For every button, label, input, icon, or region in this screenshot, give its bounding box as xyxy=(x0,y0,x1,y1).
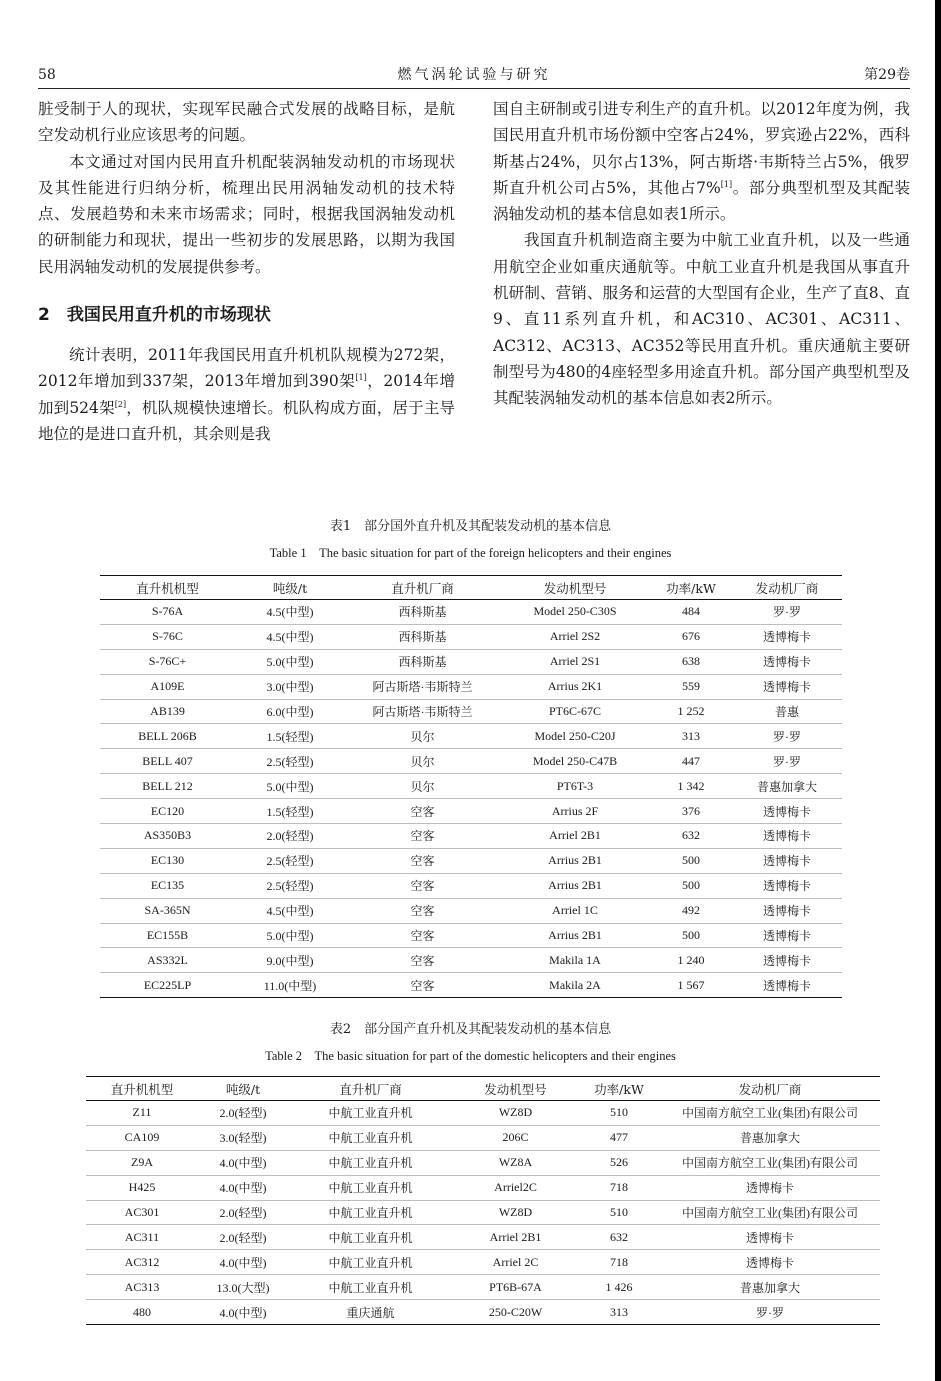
table-cell: 中国南方航空工业(集团)有限公司 xyxy=(660,1150,880,1175)
table-cell: 中航工业直升机 xyxy=(288,1275,453,1300)
table1-body xyxy=(100,600,842,998)
column-header: 直升机厂商 xyxy=(345,576,500,600)
table-cell: Arrius 2K1 xyxy=(500,674,650,699)
table-cell: Arriel2C xyxy=(453,1175,578,1200)
table-cell: 西科斯基 xyxy=(345,649,500,674)
column-header: 功率/kW xyxy=(650,576,732,600)
table-cell: 空客 xyxy=(345,898,500,923)
paragraph-text: 统计表明，2011年我国民用直升机机队规模为272架，2012年增加到337架，2013年增加到390架 xyxy=(38,346,455,391)
column-header: 功率/kW xyxy=(578,1077,660,1101)
table-cell: 中航工业直升机 xyxy=(288,1101,453,1126)
table-row xyxy=(86,1250,880,1275)
table-row xyxy=(100,774,842,799)
table-cell: 罗·罗 xyxy=(732,749,842,774)
table-cell: 普惠加拿大 xyxy=(660,1275,880,1300)
table-cell: Arriel 2S1 xyxy=(500,649,650,674)
table-cell: 中国南方航空工业(集团)有限公司 xyxy=(660,1200,880,1225)
table-cell: 阿古斯塔·韦斯特兰 xyxy=(345,699,500,724)
table-cell: 500 xyxy=(650,923,732,948)
table-cell: Arriel 2B1 xyxy=(500,824,650,849)
table-cell: 477 xyxy=(578,1125,660,1150)
table-cell: 1 252 xyxy=(650,699,732,724)
table-cell: 罗·罗 xyxy=(732,724,842,749)
table-cell: 11.0(中型) xyxy=(235,973,345,998)
table-cell: 西科斯基 xyxy=(345,600,500,625)
table-cell: 5.0(中型) xyxy=(235,774,345,799)
table-cell: PT6C-67C xyxy=(500,699,650,724)
table-row xyxy=(86,1150,880,1175)
table-cell: Arrius 2B1 xyxy=(500,923,650,948)
body-paragraph: 本文通过对国内民用直升机配装涡轴发动机的市场现状及其性能进行归纳分析，梳理出民用涡轴发动机的技术特点、发展趋势和未来市场需求；同时，根据我国涡轴发动机的研制能力和现状，提出一些初步的发展思路，以期为我国民用涡轴发动机的发展提供参考。 xyxy=(38,152,455,276)
table-cell: 3.0(轻型) xyxy=(198,1125,288,1150)
table-cell: EC120 xyxy=(100,799,235,824)
table1 xyxy=(100,575,842,998)
table-row xyxy=(100,848,842,873)
table1-caption xyxy=(0,518,941,562)
table-cell: Model 250-C47B xyxy=(500,749,650,774)
table-cell: 空客 xyxy=(345,973,500,998)
table-cell: Z11 xyxy=(86,1101,198,1126)
table-cell: 1 342 xyxy=(650,774,732,799)
citation-ref: [1] xyxy=(720,179,733,189)
table-cell: PT6T-3 xyxy=(500,774,650,799)
table-cell: 4.0(中型) xyxy=(198,1300,288,1325)
table-row xyxy=(100,674,842,699)
table-cell: 普惠 xyxy=(732,699,842,724)
table-row xyxy=(100,973,842,998)
table-cell: WZ8D xyxy=(453,1200,578,1225)
table-cell: Arriel 2B1 xyxy=(453,1225,578,1250)
column-header: 发动机厂商 xyxy=(660,1077,880,1101)
table-cell: BELL 212 xyxy=(100,774,235,799)
table-cell: 空客 xyxy=(345,948,500,973)
column-header: 吨级/t xyxy=(235,576,345,600)
table-row xyxy=(100,699,842,724)
table-cell: WZ8A xyxy=(453,1150,578,1175)
table-cell: BELL 206B xyxy=(100,724,235,749)
table-cell: Arriel 1C xyxy=(500,898,650,923)
table-cell: 透博梅卡 xyxy=(732,973,842,998)
column-header: 发动机型号 xyxy=(453,1077,578,1101)
table2 xyxy=(86,1076,880,1325)
table-cell: S-76C+ xyxy=(100,649,235,674)
table-cell: AS350B3 xyxy=(100,824,235,849)
table-cell: Makila 2A xyxy=(500,973,650,998)
table-cell: 2.0(轻型) xyxy=(198,1200,288,1225)
table-cell: 510 xyxy=(578,1101,660,1126)
table-cell: Arrius 2F xyxy=(500,799,650,824)
table-cell: 透博梅卡 xyxy=(660,1250,880,1275)
table-row xyxy=(100,948,842,973)
table-cell: WZ8D xyxy=(453,1101,578,1126)
table-cell: A109E xyxy=(100,674,235,699)
paragraph-text: 国自主研制或引进专利生产的直升机。以2012年度为例，我国民用直升机市场份额中空客占24%，罗宾逊占22%，西科斯基占24%，贝尔占13%，阿古斯塔·韦斯特兰占5%，俄罗斯直升机公司占5%，其他占7% xyxy=(493,100,910,197)
table-cell: 普惠加拿大 xyxy=(660,1125,880,1150)
scan-edge-bar xyxy=(935,0,941,1381)
table-row xyxy=(100,624,842,649)
table-cell: 632 xyxy=(650,824,732,849)
body-paragraph xyxy=(493,96,910,227)
table-cell: 718 xyxy=(578,1250,660,1275)
table2-caption-cn: 表2 部分国产直升机及其配装发动机的基本信息 xyxy=(329,1022,612,1037)
citation-ref: [2] xyxy=(114,399,127,409)
table-cell: AC301 xyxy=(86,1200,198,1225)
table-cell: 透博梅卡 xyxy=(732,799,842,824)
column-header: 直升机机型 xyxy=(100,576,235,600)
table-cell: AB139 xyxy=(100,699,235,724)
table-cell: 718 xyxy=(578,1175,660,1200)
column-header: 直升机机型 xyxy=(86,1077,198,1101)
table-row xyxy=(86,1175,880,1200)
paragraph-text: 。部分典型机型及其配装涡轴发动机的基本信息如表1所示。 xyxy=(493,178,910,224)
section-heading: 2 我国民用直升机的市场现状 xyxy=(38,305,271,326)
table-cell: Z9A xyxy=(86,1150,198,1175)
table-cell: 2.5(轻型) xyxy=(235,873,345,898)
table-cell: 480 xyxy=(86,1300,198,1325)
table-cell: 空客 xyxy=(345,824,500,849)
table-cell: EC155B xyxy=(100,923,235,948)
table-cell: 313 xyxy=(650,724,732,749)
right-column xyxy=(493,96,910,412)
table-cell: 206C xyxy=(453,1125,578,1150)
table-cell: 2.0(轻型) xyxy=(235,824,345,849)
table-cell: 中航工业直升机 xyxy=(288,1125,453,1150)
table-cell: Model 250-C20J xyxy=(500,724,650,749)
table-cell: Arriel 2S2 xyxy=(500,624,650,649)
table-row xyxy=(100,824,842,849)
table-cell: 510 xyxy=(578,1200,660,1225)
table-cell: 贝尔 xyxy=(345,749,500,774)
table-cell: 6.0(中型) xyxy=(235,699,345,724)
table2-caption xyxy=(0,1021,941,1065)
table-cell: 贝尔 xyxy=(345,774,500,799)
table1-header-row xyxy=(100,576,842,600)
table-cell: 4.0(中型) xyxy=(198,1250,288,1275)
table-cell: 2.0(轻型) xyxy=(198,1101,288,1126)
table-cell: 4.0(中型) xyxy=(198,1150,288,1175)
table-row xyxy=(86,1200,880,1225)
table-cell: 透博梅卡 xyxy=(732,948,842,973)
table-cell: 2.5(轻型) xyxy=(235,749,345,774)
page-header xyxy=(38,66,910,88)
table-cell: 13.0(大型) xyxy=(198,1275,288,1300)
table-cell: 透博梅卡 xyxy=(660,1225,880,1250)
table-row xyxy=(86,1275,880,1300)
table-cell: 空客 xyxy=(345,923,500,948)
table-cell: 559 xyxy=(650,674,732,699)
table-cell: 中航工业直升机 xyxy=(288,1150,453,1175)
table-cell: 9.0(中型) xyxy=(235,948,345,973)
table-cell: 透博梅卡 xyxy=(732,873,842,898)
table-cell: SA-365N xyxy=(100,898,235,923)
table-cell: 1.5(轻型) xyxy=(235,799,345,824)
paragraph-text: ，2014年增加到524架 xyxy=(38,372,455,417)
table-row xyxy=(100,749,842,774)
table-cell: Arriel 2C xyxy=(453,1250,578,1275)
left-column xyxy=(38,96,455,447)
table-cell: 透博梅卡 xyxy=(732,898,842,923)
table-cell: 贝尔 xyxy=(345,724,500,749)
table-cell: EC135 xyxy=(100,873,235,898)
journal-title: 燃气涡轮试验与研究 xyxy=(397,67,551,83)
table-cell: 676 xyxy=(650,624,732,649)
table-cell: 1 240 xyxy=(650,948,732,973)
table-cell: 500 xyxy=(650,848,732,873)
table-cell: Arrius 2B1 xyxy=(500,848,650,873)
table-cell: 透博梅卡 xyxy=(660,1175,880,1200)
body-paragraph xyxy=(38,342,455,447)
table-row xyxy=(100,898,842,923)
table-cell: 重庆通航 xyxy=(288,1300,453,1325)
table-cell: 罗·罗 xyxy=(660,1300,880,1325)
table-cell: 透博梅卡 xyxy=(732,824,842,849)
table-row xyxy=(86,1101,880,1126)
table-cell: 透博梅卡 xyxy=(732,649,842,674)
table-cell: 4.5(中型) xyxy=(235,624,345,649)
table-cell: 5.0(中型) xyxy=(235,923,345,948)
table-cell: S-76C xyxy=(100,624,235,649)
table-cell: Makila 1A xyxy=(500,948,650,973)
citation-ref: [1] xyxy=(355,373,367,383)
table-row xyxy=(100,600,842,625)
table-cell: AC311 xyxy=(86,1225,198,1250)
table-cell: 1.5(轻型) xyxy=(235,724,345,749)
table-cell: BELL 407 xyxy=(100,749,235,774)
table-cell: 西科斯基 xyxy=(345,624,500,649)
table-cell: 中航工业直升机 xyxy=(288,1200,453,1225)
table-cell: 4.0(中型) xyxy=(198,1175,288,1200)
table-cell: AC313 xyxy=(86,1275,198,1300)
table-cell: 中航工业直升机 xyxy=(288,1225,453,1250)
table-cell: 250-C20W xyxy=(453,1300,578,1325)
table-cell: AC312 xyxy=(86,1250,198,1275)
column-header: 吨级/t xyxy=(198,1077,288,1101)
page-number: 58 xyxy=(38,67,56,83)
table-cell: AS332L xyxy=(100,948,235,973)
table-cell: 4.5(中型) xyxy=(235,600,345,625)
column-header: 发动机厂商 xyxy=(732,576,842,600)
table-cell: 罗·罗 xyxy=(732,600,842,625)
table-cell: S-76A xyxy=(100,600,235,625)
table-cell: 5.0(中型) xyxy=(235,649,345,674)
table2-body xyxy=(86,1101,880,1325)
table-row xyxy=(100,799,842,824)
table-cell: 484 xyxy=(650,600,732,625)
table-cell: CA109 xyxy=(86,1125,198,1150)
table-cell: 透博梅卡 xyxy=(732,674,842,699)
table-cell: PT6B-67A xyxy=(453,1275,578,1300)
table-cell: Model 250-C30S xyxy=(500,600,650,625)
header-rule xyxy=(38,88,910,89)
column-header: 发动机型号 xyxy=(500,576,650,600)
table-cell: 2.5(轻型) xyxy=(235,848,345,873)
paragraph-text: ，机队规模快速增长。机队构成方面，居于主导地位的是进口直升机，其余则是我 xyxy=(38,398,455,443)
table-cell: 1 567 xyxy=(650,973,732,998)
table-cell: Arrius 2B1 xyxy=(500,873,650,898)
table-cell: 500 xyxy=(650,873,732,898)
table-cell: 313 xyxy=(578,1300,660,1325)
table2-caption-en: Table 2 The basic situation for part of the domestic helicopters and their engines xyxy=(265,1049,676,1063)
table-cell: 中航工业直升机 xyxy=(288,1250,453,1275)
table-row xyxy=(100,724,842,749)
table-cell: 中航工业直升机 xyxy=(288,1175,453,1200)
table-cell: H425 xyxy=(86,1175,198,1200)
table-cell: 526 xyxy=(578,1150,660,1175)
table-cell: 632 xyxy=(578,1225,660,1250)
table-row xyxy=(86,1125,880,1150)
body-paragraph: 脏受制于人的现状，实现军民融合式发展的战略目标，是航空发动机行业应该思考的问题。 xyxy=(38,100,455,145)
table-row xyxy=(86,1300,880,1325)
table-cell: 阿古斯塔·韦斯特兰 xyxy=(345,674,500,699)
table-cell: EC225LP xyxy=(100,973,235,998)
table1-caption-en: Table 1 The basic situation for part of the foreign helicopters and their engines xyxy=(269,546,672,560)
table-cell: 638 xyxy=(650,649,732,674)
table-cell: 透博梅卡 xyxy=(732,923,842,948)
table-row xyxy=(86,1225,880,1250)
table-cell: 空客 xyxy=(345,799,500,824)
table1-caption-cn: 表1 部分国外直升机及其配装发动机的基本信息 xyxy=(329,519,612,534)
table-cell: 普惠加拿大 xyxy=(732,774,842,799)
table-cell: 376 xyxy=(650,799,732,824)
table-row xyxy=(100,649,842,674)
table2-header-row xyxy=(86,1077,880,1101)
table-row xyxy=(100,873,842,898)
table-cell: 透博梅卡 xyxy=(732,848,842,873)
volume-label: 第29卷 xyxy=(864,67,910,83)
table-cell: 中国南方航空工业(集团)有限公司 xyxy=(660,1101,880,1126)
table-cell: EC130 xyxy=(100,848,235,873)
table-cell: 2.0(轻型) xyxy=(198,1225,288,1250)
table-cell: 447 xyxy=(650,749,732,774)
table-cell: 1 426 xyxy=(578,1275,660,1300)
body-paragraph: 我国直升机制造商主要为中航工业直升机，以及一些通用航空企业如重庆通航等。中航工业直升机是我国从事直升机研制、营销、服务和运营的大型国有企业，生产了直8、直9、直11系列直升机，和AC310、AC301、AC311、AC312、AC313、AC352等民用直升机。重庆通航主要研制型号为480的4座轻型多用途直升机。部分国产典型机型及其配装涡轴发动机的基本信息如表2所示。 xyxy=(493,231,910,408)
table-cell: 4.5(中型) xyxy=(235,898,345,923)
table-cell: 空客 xyxy=(345,848,500,873)
table-row xyxy=(100,923,842,948)
table-cell: 空客 xyxy=(345,873,500,898)
column-header: 直升机厂商 xyxy=(288,1077,453,1101)
table-cell: 3.0(中型) xyxy=(235,674,345,699)
table-cell: 492 xyxy=(650,898,732,923)
table-cell: 透博梅卡 xyxy=(732,624,842,649)
